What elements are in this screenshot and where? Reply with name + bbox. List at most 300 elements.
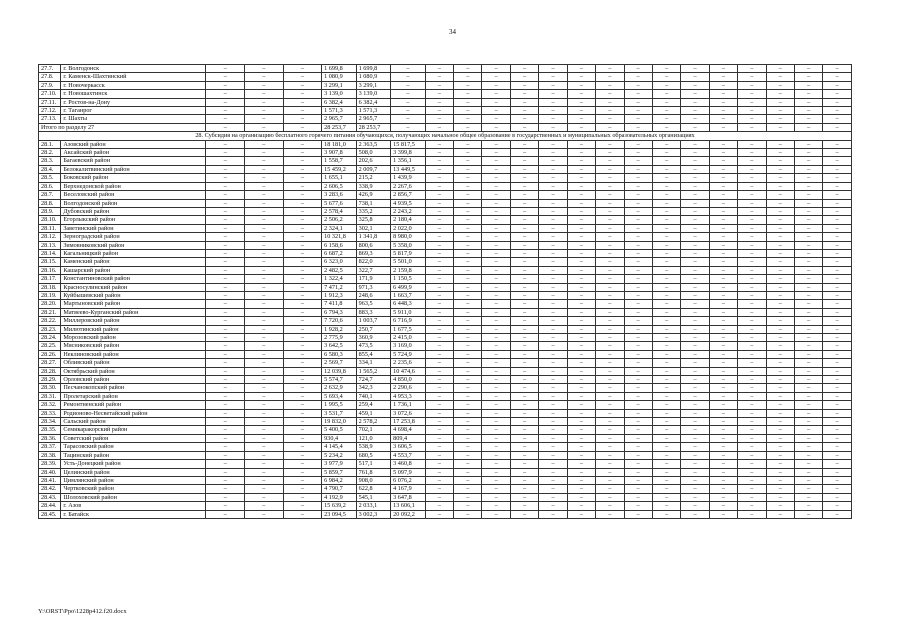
value-cell: – — [425, 342, 453, 350]
value-cell: – — [766, 418, 794, 426]
value-cell: – — [766, 485, 794, 493]
value-cell: – — [206, 115, 245, 123]
value-cell: 2 578,2 — [356, 418, 391, 426]
total-row — [39, 123, 852, 131]
value-cell: – — [738, 199, 766, 207]
value-cell: – — [794, 325, 822, 333]
value-cell: 2 632,9 — [322, 384, 357, 392]
value-cell: – — [709, 140, 737, 148]
value-cell: – — [709, 115, 737, 123]
row-name: Тарасовский район — [61, 443, 206, 451]
value-cell: 18 181,0 — [322, 140, 357, 148]
value-cell: – — [794, 191, 822, 199]
value-cell: – — [283, 207, 322, 215]
value-cell: – — [510, 216, 538, 224]
value-cell: – — [823, 81, 852, 89]
value-cell: – — [510, 476, 538, 484]
value-cell: – — [206, 426, 245, 434]
value-cell: – — [510, 308, 538, 316]
value-cell: – — [624, 241, 652, 249]
value-cell: – — [539, 350, 567, 358]
value-cell: 5 574,7 — [322, 376, 357, 384]
value-cell: – — [245, 510, 284, 518]
value-cell: – — [567, 502, 595, 510]
value-cell: – — [510, 392, 538, 400]
value-cell: – — [539, 98, 567, 106]
value-cell: – — [482, 157, 510, 165]
value-cell: – — [567, 157, 595, 165]
value-cell: – — [283, 468, 322, 476]
value-cell: – — [596, 325, 624, 333]
value-cell: – — [482, 317, 510, 325]
value-cell: 121,0 — [356, 434, 391, 442]
value-cell: – — [738, 81, 766, 89]
value-cell: 2 965,7 — [356, 115, 391, 123]
value-cell: – — [823, 434, 852, 442]
row-number: 28.21. — [39, 308, 61, 316]
value-cell: – — [283, 140, 322, 148]
row-name: Дубовский район — [61, 207, 206, 215]
value-cell: – — [283, 81, 322, 89]
value-cell: – — [539, 224, 567, 232]
value-cell: 3 139,0 — [322, 90, 357, 98]
value-cell: 3 531,7 — [322, 409, 357, 417]
table-row — [39, 443, 852, 451]
value-cell: – — [681, 283, 709, 291]
value-cell: 250,7 — [356, 325, 391, 333]
value-cell: – — [283, 73, 322, 81]
value-cell: – — [206, 485, 245, 493]
table-row — [39, 317, 852, 325]
value-cell: – — [539, 123, 567, 131]
value-cell: – — [596, 308, 624, 316]
value-cell: – — [624, 476, 652, 484]
value-cell: – — [454, 249, 482, 257]
value-cell: – — [425, 115, 453, 123]
value-cell: – — [482, 434, 510, 442]
value-cell: – — [681, 468, 709, 476]
value-cell: – — [738, 476, 766, 484]
value-cell: – — [766, 81, 794, 89]
value-cell: – — [567, 291, 595, 299]
value-cell: – — [738, 418, 766, 426]
value-cell: – — [454, 291, 482, 299]
value-cell: – — [425, 275, 453, 283]
value-cell: 1 995,5 — [322, 401, 357, 409]
value-cell: – — [391, 90, 426, 98]
value-cell: – — [482, 342, 510, 350]
value-cell: – — [567, 107, 595, 115]
value-cell: – — [245, 359, 284, 367]
value-cell: – — [681, 359, 709, 367]
value-cell: – — [206, 275, 245, 283]
value-cell: – — [596, 485, 624, 493]
value-cell: – — [206, 207, 245, 215]
table-row — [39, 291, 852, 299]
value-cell: – — [482, 376, 510, 384]
value-cell: – — [206, 434, 245, 442]
value-cell: – — [482, 140, 510, 148]
value-cell: – — [567, 174, 595, 182]
value-cell: – — [624, 191, 652, 199]
value-cell: – — [539, 283, 567, 291]
value-cell: – — [794, 317, 822, 325]
table-row — [39, 392, 852, 400]
value-cell: – — [652, 149, 680, 157]
value-cell: – — [652, 510, 680, 518]
value-cell: – — [206, 140, 245, 148]
value-cell: – — [539, 107, 567, 115]
table-row — [39, 191, 852, 199]
value-cell: – — [567, 258, 595, 266]
value-cell: – — [681, 451, 709, 459]
value-cell: – — [454, 485, 482, 493]
value-cell: – — [596, 258, 624, 266]
value-cell: – — [283, 493, 322, 501]
value-cell: 5 501,0 — [391, 258, 426, 266]
value-cell: – — [794, 485, 822, 493]
value-cell: – — [283, 224, 322, 232]
value-cell: – — [624, 317, 652, 325]
value-cell: – — [766, 140, 794, 148]
value-cell: – — [283, 249, 322, 257]
value-cell: – — [283, 182, 322, 190]
value-cell: – — [482, 418, 510, 426]
value-cell: – — [652, 476, 680, 484]
value-cell: – — [652, 65, 680, 73]
value-cell: – — [794, 476, 822, 484]
value-cell: – — [482, 81, 510, 89]
value-cell: – — [596, 182, 624, 190]
value-cell: – — [567, 334, 595, 342]
value-cell: – — [510, 81, 538, 89]
value-cell: 1 699,8 — [322, 65, 357, 73]
value-cell: – — [652, 258, 680, 266]
value-cell: – — [539, 90, 567, 98]
value-cell: – — [454, 376, 482, 384]
value-cell: – — [681, 157, 709, 165]
value-cell: – — [596, 460, 624, 468]
value-cell: – — [624, 107, 652, 115]
value-cell: – — [823, 165, 852, 173]
value-cell: – — [283, 65, 322, 73]
value-cell: 3 299,1 — [322, 81, 357, 89]
value-cell: – — [596, 300, 624, 308]
value-cell: – — [510, 409, 538, 417]
value-cell: – — [482, 451, 510, 459]
value-cell: – — [510, 149, 538, 157]
value-cell: – — [652, 485, 680, 493]
value-cell: – — [709, 443, 737, 451]
value-cell: – — [539, 317, 567, 325]
value-cell: – — [539, 308, 567, 316]
value-cell: – — [766, 392, 794, 400]
value-cell: – — [738, 300, 766, 308]
value-cell: 302,1 — [356, 224, 391, 232]
table-row — [39, 249, 852, 257]
value-cell: – — [652, 98, 680, 106]
value-cell: – — [652, 115, 680, 123]
value-cell: – — [681, 73, 709, 81]
value-cell: 517,1 — [356, 460, 391, 468]
value-cell: – — [709, 283, 737, 291]
row-number: 28.22. — [39, 317, 61, 325]
value-cell: – — [823, 199, 852, 207]
value-cell: – — [206, 409, 245, 417]
value-cell: – — [652, 81, 680, 89]
value-cell: – — [652, 157, 680, 165]
value-cell: – — [624, 401, 652, 409]
value-cell: 2 033,1 — [356, 502, 391, 510]
value-cell: – — [596, 157, 624, 165]
value-cell: – — [567, 493, 595, 501]
value-cell: 202,6 — [356, 157, 391, 165]
row-name: Неклиновский район — [61, 350, 206, 358]
value-cell: – — [681, 392, 709, 400]
value-cell: – — [652, 317, 680, 325]
value-cell: – — [652, 308, 680, 316]
value-cell: 259,4 — [356, 401, 391, 409]
row-number: 28.44. — [39, 502, 61, 510]
value-cell: – — [681, 317, 709, 325]
value-cell: 1 571,3 — [356, 107, 391, 115]
value-cell: – — [454, 308, 482, 316]
value-cell: – — [567, 241, 595, 249]
value-cell: 3 283,6 — [322, 191, 357, 199]
value-cell: – — [681, 241, 709, 249]
value-cell: – — [624, 418, 652, 426]
value-cell: – — [425, 123, 453, 131]
value-cell: – — [206, 98, 245, 106]
value-cell: – — [245, 123, 284, 131]
value-cell: – — [482, 367, 510, 375]
value-cell: – — [245, 460, 284, 468]
value-cell: – — [539, 216, 567, 224]
value-cell: 2 363,5 — [356, 140, 391, 148]
value-cell: – — [652, 350, 680, 358]
value-cell: – — [510, 241, 538, 249]
file-path-footer: Y:\ORST\Ppo\1228p412.f20.docx — [38, 608, 127, 615]
value-cell: – — [794, 460, 822, 468]
row-number: 28.7. — [39, 191, 61, 199]
value-cell: 3 299,1 — [356, 81, 391, 89]
table-row — [39, 502, 852, 510]
value-cell: – — [567, 65, 595, 73]
value-cell: 426,9 — [356, 191, 391, 199]
value-cell: – — [283, 434, 322, 442]
value-cell: – — [425, 334, 453, 342]
value-cell: – — [454, 65, 482, 73]
value-cell: 1 663,7 — [391, 291, 426, 299]
table-row — [39, 182, 852, 190]
value-cell: – — [596, 90, 624, 98]
value-cell: – — [482, 485, 510, 493]
value-cell: – — [206, 157, 245, 165]
value-cell: – — [624, 140, 652, 148]
value-cell: – — [709, 275, 737, 283]
value-cell: 5 097,9 — [391, 468, 426, 476]
table-row — [39, 434, 852, 442]
value-cell: – — [245, 191, 284, 199]
value-cell: – — [624, 249, 652, 257]
value-cell: – — [596, 409, 624, 417]
value-cell: – — [709, 460, 737, 468]
value-cell: – — [823, 510, 852, 518]
value-cell: – — [738, 451, 766, 459]
value-cell: – — [738, 384, 766, 392]
table-row — [39, 493, 852, 501]
value-cell: – — [425, 65, 453, 73]
value-cell: – — [823, 443, 852, 451]
value-cell: 3 647,8 — [391, 493, 426, 501]
row-number: 28.40. — [39, 468, 61, 476]
value-cell: – — [425, 199, 453, 207]
value-cell: – — [482, 123, 510, 131]
value-cell: 6 687,2 — [322, 249, 357, 257]
value-cell: 3 460,8 — [391, 460, 426, 468]
value-cell: – — [510, 107, 538, 115]
value-cell: 1 699,8 — [356, 65, 391, 73]
value-cell: – — [652, 359, 680, 367]
value-cell: – — [596, 401, 624, 409]
value-cell: 338,9 — [356, 182, 391, 190]
row-number: 28.35. — [39, 426, 61, 434]
row-name: г. Шахты — [61, 115, 206, 123]
value-cell: – — [823, 266, 852, 274]
value-cell: – — [766, 157, 794, 165]
value-cell: – — [766, 73, 794, 81]
value-cell: – — [766, 476, 794, 484]
value-cell: – — [624, 350, 652, 358]
table-row — [39, 300, 852, 308]
value-cell: – — [766, 65, 794, 73]
value-cell: – — [823, 409, 852, 417]
value-cell: 622,8 — [356, 485, 391, 493]
value-cell: – — [567, 485, 595, 493]
value-cell: – — [206, 123, 245, 131]
value-cell: – — [510, 493, 538, 501]
value-cell: – — [454, 90, 482, 98]
value-cell: – — [567, 401, 595, 409]
value-cell: – — [482, 90, 510, 98]
row-name: г. Таганрог — [61, 107, 206, 115]
value-cell: 6 448,3 — [391, 300, 426, 308]
value-cell: – — [652, 90, 680, 98]
value-cell: 4 167,9 — [391, 485, 426, 493]
value-cell: – — [596, 291, 624, 299]
value-cell: – — [681, 258, 709, 266]
value-cell: – — [624, 291, 652, 299]
value-cell: 3 002,3 — [356, 510, 391, 518]
value-cell: – — [245, 115, 284, 123]
value-cell: – — [681, 342, 709, 350]
value-cell: – — [510, 376, 538, 384]
value-cell: – — [206, 308, 245, 316]
value-cell: – — [206, 199, 245, 207]
row-name: Веселовский район — [61, 191, 206, 199]
value-cell: – — [539, 359, 567, 367]
value-cell: – — [245, 493, 284, 501]
row-number: 28.45. — [39, 510, 61, 518]
value-cell: 335,2 — [356, 207, 391, 215]
value-cell: – — [567, 81, 595, 89]
value-cell: – — [245, 98, 284, 106]
value-cell: – — [510, 174, 538, 182]
value-cell: – — [510, 157, 538, 165]
value-cell: – — [454, 199, 482, 207]
value-cell: – — [510, 350, 538, 358]
value-cell: – — [652, 342, 680, 350]
value-cell: – — [245, 401, 284, 409]
value-cell: – — [425, 107, 453, 115]
row-name: Пролетарский район — [61, 392, 206, 400]
value-cell: – — [567, 191, 595, 199]
table-row — [39, 140, 852, 148]
value-cell: 1 080,9 — [322, 73, 357, 81]
value-cell: – — [766, 451, 794, 459]
row-name: Заветинский район — [61, 224, 206, 232]
value-cell: – — [823, 493, 852, 501]
value-cell: – — [766, 510, 794, 518]
value-cell: 325,8 — [356, 216, 391, 224]
value-cell: – — [567, 325, 595, 333]
value-cell: – — [738, 510, 766, 518]
value-cell: 15 817,5 — [391, 140, 426, 148]
value-cell: – — [652, 434, 680, 442]
value-cell: 545,1 — [356, 493, 391, 501]
row-name: г. Азов — [61, 502, 206, 510]
value-cell: – — [539, 392, 567, 400]
value-cell: – — [425, 350, 453, 358]
value-cell: 1 571,3 — [322, 107, 357, 115]
table-row — [39, 233, 852, 241]
value-cell: 7 471,2 — [322, 283, 357, 291]
value-cell: 5 817,9 — [391, 249, 426, 257]
value-cell: 3 977,9 — [322, 460, 357, 468]
value-cell: – — [624, 376, 652, 384]
value-cell: – — [738, 317, 766, 325]
value-cell: – — [454, 207, 482, 215]
value-cell: – — [425, 157, 453, 165]
value-cell: – — [738, 174, 766, 182]
value-cell: – — [206, 165, 245, 173]
value-cell: – — [454, 401, 482, 409]
value-cell: – — [539, 334, 567, 342]
value-cell: – — [206, 65, 245, 73]
value-cell: 822,0 — [356, 258, 391, 266]
value-cell: – — [794, 418, 822, 426]
value-cell: – — [425, 476, 453, 484]
row-number: 28.11. — [39, 224, 61, 232]
value-cell: – — [567, 384, 595, 392]
row-name: г. Волгодонск — [61, 65, 206, 73]
value-cell: – — [454, 157, 482, 165]
row-name: Зимовниковский район — [61, 241, 206, 249]
value-cell: 1 558,7 — [322, 157, 357, 165]
row-name: Цимлянский район — [61, 476, 206, 484]
value-cell: – — [709, 174, 737, 182]
value-cell: – — [766, 350, 794, 358]
table-row — [39, 476, 852, 484]
value-cell: – — [454, 510, 482, 518]
value-cell: – — [823, 123, 852, 131]
value-cell: 3 399,8 — [391, 149, 426, 157]
value-cell: – — [624, 367, 652, 375]
value-cell: – — [766, 165, 794, 173]
value-cell: – — [823, 182, 852, 190]
row-name: Ремонтненский район — [61, 401, 206, 409]
value-cell: – — [510, 418, 538, 426]
